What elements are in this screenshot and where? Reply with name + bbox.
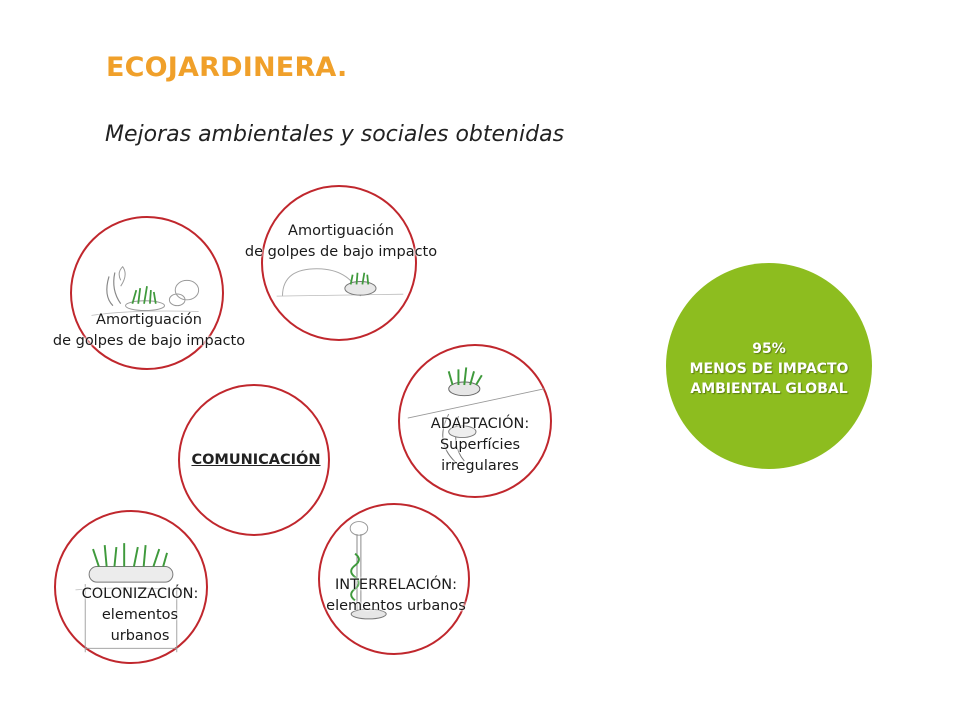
label-line-3: irregulares [441, 458, 519, 474]
circle-adaptacion [398, 344, 552, 498]
circle-label [400, 414, 560, 477]
planter-sketch-icon [263, 187, 415, 339]
label-line-2: elementos urbanos [326, 598, 466, 614]
circle-interrelacion [318, 503, 470, 655]
impact-text [666, 339, 872, 399]
label-line-2: elementos [101, 607, 179, 623]
impact-percent: 95% [752, 341, 786, 357]
impact-line-2: AMBIENTAL GLOBAL [690, 381, 848, 397]
label-line-2: de golpes de bajo impacto [52, 333, 246, 349]
circle-label [316, 575, 476, 617]
label-line-1: Amortiguación [96, 312, 202, 328]
page-title: ECOJARDINERA. [106, 52, 348, 83]
label-line-1: Amortiguación [288, 223, 394, 239]
label-line-1: INTERRELACIÓN: [334, 577, 458, 593]
circle-label [56, 584, 224, 647]
page-subtitle: Mejoras ambientales y sociales obtenidas [105, 122, 565, 147]
label-line-2: de golpes de bajo impacto [244, 244, 438, 260]
circle-label [180, 450, 332, 471]
label-line-1: ADAPTACIÓN: [430, 416, 530, 432]
impact-line-1: MENOS DE IMPACTO [689, 361, 849, 377]
circle-label [230, 221, 452, 263]
impact-circle [666, 263, 872, 469]
label-line-3: urbanos [110, 628, 170, 644]
circle-amortiguacion-top [244, 185, 438, 341]
label-line-1: COMUNICACIÓN [191, 452, 321, 468]
circle-amortiguacion-left [52, 216, 246, 370]
circle-colonizacion [54, 510, 208, 664]
label-line-2: Superfícies [439, 437, 521, 453]
label-line-1: COLONIZACIÓN: [81, 586, 199, 602]
circle-label [48, 310, 250, 352]
